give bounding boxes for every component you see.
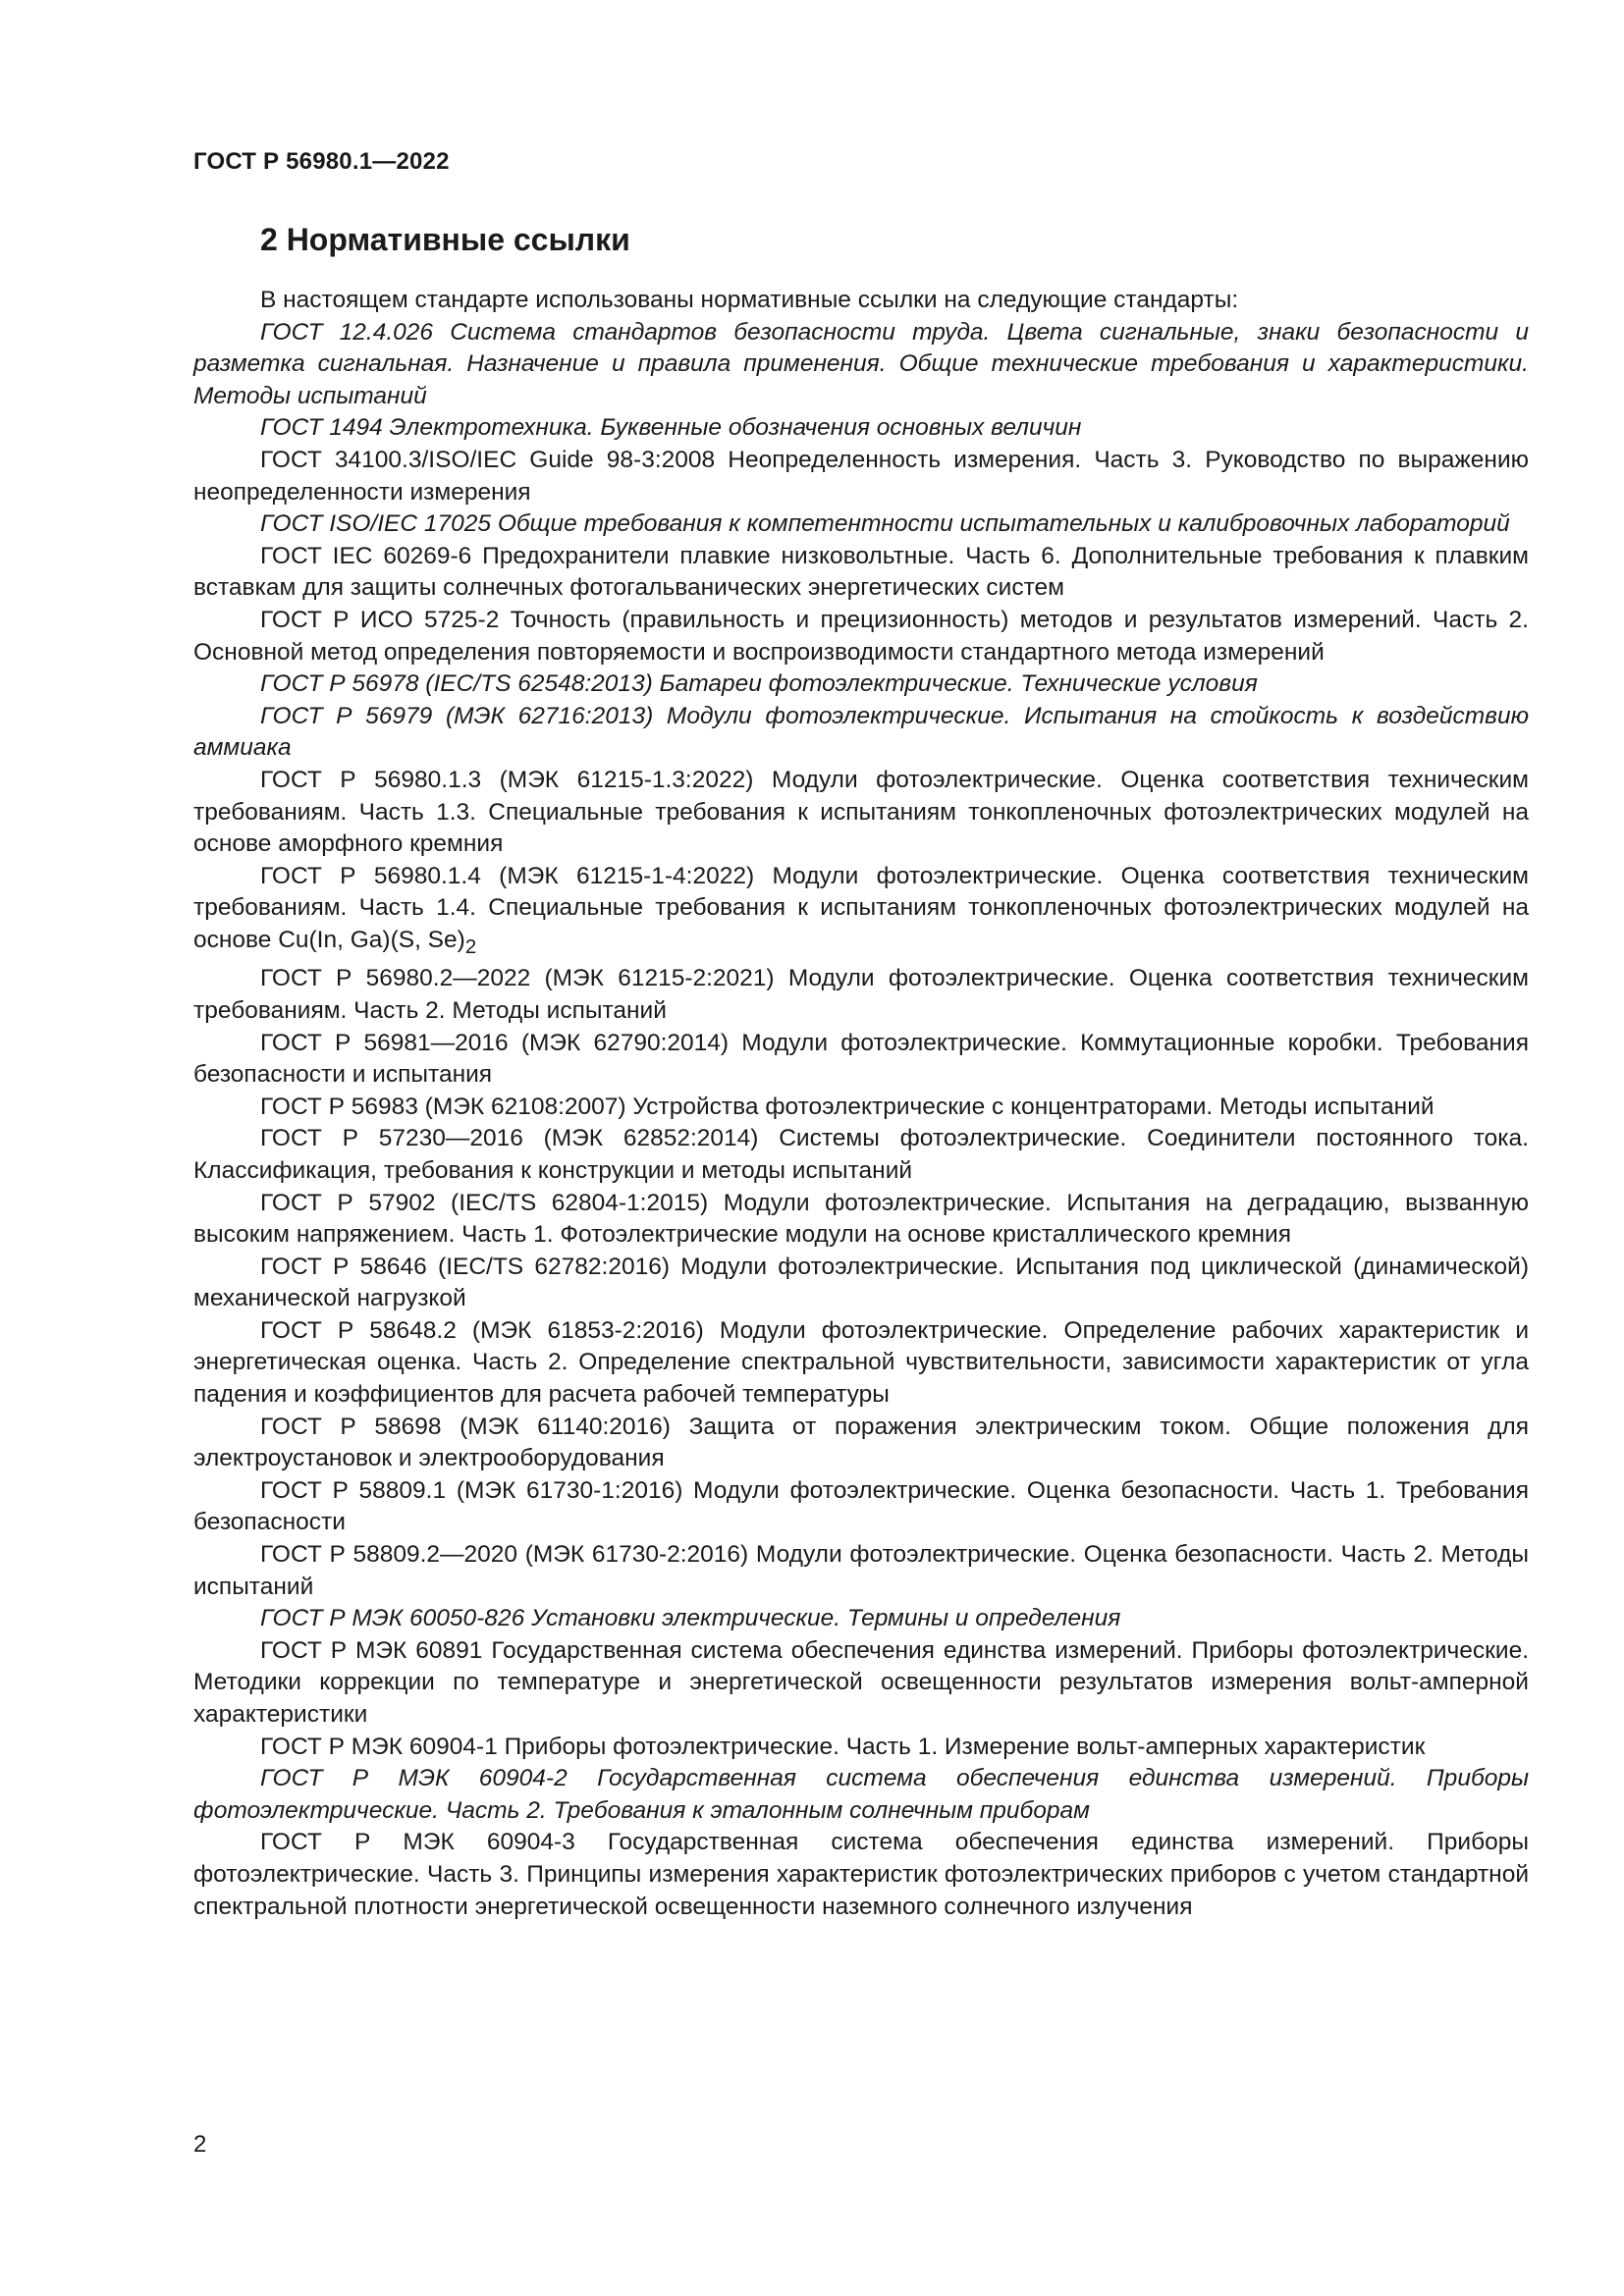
reference-subscript: 2 xyxy=(464,935,477,958)
reference-gost-r-58646: ГОСТ Р 58646 (IEC/TS 62782:2016) Модули фотоэлектрические. Испытания под циклической (динамической) механической нагрузкой xyxy=(193,1253,1529,1312)
intro-paragraph: В настоящем стандарте использованы нормативные ссылки на следующие стандарты: xyxy=(260,287,1239,313)
reference-gost-r-58809-2: ГОСТ Р 58809.2—2020 (МЭК 61730-2:2016) Модули фотоэлектрические. Оценка безопасности. Часть 2. Методы испытаний xyxy=(193,1541,1529,1600)
reference-gost-r-56980-1-4 xyxy=(193,861,1529,964)
reference-gost-r-57902: ГОСТ Р 57902 (IEC/TS 62804-1:2015) Модули фотоэлектрические. Испытания на деградацию, вызванную высоким напряжением. Часть 1. Фотоэлектрические модули на основе кристаллического кремния xyxy=(193,1189,1529,1249)
reference-gost-r-iec-60891: ГОСТ Р МЭК 60891 Государственная система обеспечения единства измерений. Приборы фотоэлектрические. Методики коррекции по температуре и энергетической освещенности результатов измерения вольт-амперной характеристики xyxy=(193,1636,1529,1729)
reference-gost-r-58698: ГОСТ Р 58698 (МЭК 61140:2016) Защита от поражения электрическим током. Общие положения для электроустановок и электрооборудования xyxy=(193,1413,1529,1472)
reference-gost-r-iec-60904-2: ГОСТ Р МЭК 60904-2 Государственная система обеспечения единства измерений. Приборы фотоэлектрические. Часть 2. Требования к эталонным солнечным приборам xyxy=(193,1765,1529,1824)
document-header: ГОСТ Р 56980.1—2022 xyxy=(193,148,450,175)
reference-gost-r-56983: ГОСТ Р 56983 (МЭК 62108:2007) Устройства фотоэлектрические с концентраторами. Методы испытаний xyxy=(260,1093,1435,1120)
reference-gost-iso-iec-17025: ГОСТ ISO/IEC 17025 Общие требования к компетентности испытательных и калибровочных лабораторий xyxy=(260,510,1510,538)
reference-gost-r-56980-2: ГОСТ Р 56980.2—2022 (МЭК 61215-2:2021) Модули фотоэлектрические. Оценка соответствия техническим требованиям. Часть 2. Методы испытаний xyxy=(193,965,1529,1024)
reference-gost-12-4-026: ГОСТ 12.4.026 Система стандартов безопасности труда. Цвета сигнальные, знаки безопасности и разметка сигнальная. Назначение и правила применения. Общие технические требования и характеристики. Методы испытаний xyxy=(193,318,1529,409)
reference-gost-r-iec-60904-1: ГОСТ Р МЭК 60904-1 Приборы фотоэлектрические. Часть 1. Измерение вольт-амперных характеристик xyxy=(260,1733,1426,1760)
reference-gost-r-57230: ГОСТ Р 57230—2016 (МЭК 62852:2014) Системы фотоэлектрические. Соединители постоянного тока. Классификация, требования к конструкции и методы испытаний xyxy=(193,1125,1529,1184)
reference-gost-iec-60269-6: ГОСТ IEC 60269-6 Предохранители плавкие низковольтные. Часть 6. Дополнительные требования к плавким вставкам для защиты солнечных фотогальванических энергетических систем xyxy=(193,542,1529,602)
reference-gost-r-58809-1: ГОСТ Р 58809.1 (МЭК 61730-1:2016) Модули фотоэлектрические. Оценка безопасности. Часть 1. Требования безопасности xyxy=(193,1476,1529,1536)
reference-gost-r-iso-5725-2: ГОСТ Р ИСО 5725-2 Точность (правильность и прецизионность) методов и результатов измерений. Часть 2. Основной метод определения повторяемости и воспроизводимости стандартного метода измерений xyxy=(193,606,1529,666)
reference-gost-r-56980-1-3: ГОСТ Р 56980.1.3 (МЭК 61215-1.3:2022) Модули фотоэлектрические. Оценка соответствия техническим требованиям. Часть 1.3. Специальные требования к испытаниям тонкопленочных фотоэлектрических модулей на основе аморфного кремния xyxy=(193,766,1529,858)
reference-gost-r-56980-1-4-text: ГОСТ Р 56980.1.4 (МЭК 61215-1-4:2022) Модули фотоэлектрические. Оценка соответствия техническим требованиям. Часть 1.4. Специальные требования к испытаниям тонкопленочных фотоэлектрических модулей на основе Cu(In, Ga)(S, Se) xyxy=(193,862,1529,953)
section-title: 2 Нормативные ссылки xyxy=(260,222,630,257)
reference-gost-r-56981: ГОСТ Р 56981—2016 (МЭК 62790:2014) Модули фотоэлектрические. Коммутационные коробки. Требования безопасности и испытания xyxy=(193,1029,1529,1089)
reference-gost-1494: ГОСТ 1494 Электротехника. Буквенные обозначения основных величин xyxy=(260,414,1082,442)
references-list xyxy=(193,285,1529,1923)
reference-gost-r-56978: ГОСТ Р 56978 (IEC/TS 62548:2013) Батареи фотоэлектрические. Технические условия xyxy=(260,670,1258,698)
reference-gost-r-58648-2: ГОСТ Р 58648.2 (МЭК 61853-2:2016) Модули фотоэлектрические. Определение рабочих характеристик и энергетическая оценка. Часть 2. Определение спектральной чувствительности, зависимости характеристик от угла падения и коэффициентов для расчета рабочей температуры xyxy=(193,1316,1529,1409)
reference-gost-r-56979: ГОСТ Р 56979 (МЭК 62716:2013) Модули фотоэлектрические. Испытания на стойкость к воздействию аммиака xyxy=(193,702,1529,762)
page-number: 2 xyxy=(193,2131,207,2158)
reference-gost-r-iec-60904-3: ГОСТ Р МЭК 60904-3 Государственная система обеспечения единства измерений. Приборы фотоэлектрические. Часть 3. Принципы измерения характеристик фотоэлектрических приборов с учетом стандартной спектральной плотности энергетической освещенности наземного солнечного излучения xyxy=(193,1829,1529,1920)
reference-gost-r-iec-60050-826: ГОСТ Р МЭК 60050-826 Установки электрические. Термины и определения xyxy=(260,1605,1121,1632)
reference-gost-34100-3: ГОСТ 34100.3/ISO/IEC Guide 98-3:2008 Неопределенность измерения. Часть 3. Руководство по выражению неопределенности измерения xyxy=(193,446,1529,506)
